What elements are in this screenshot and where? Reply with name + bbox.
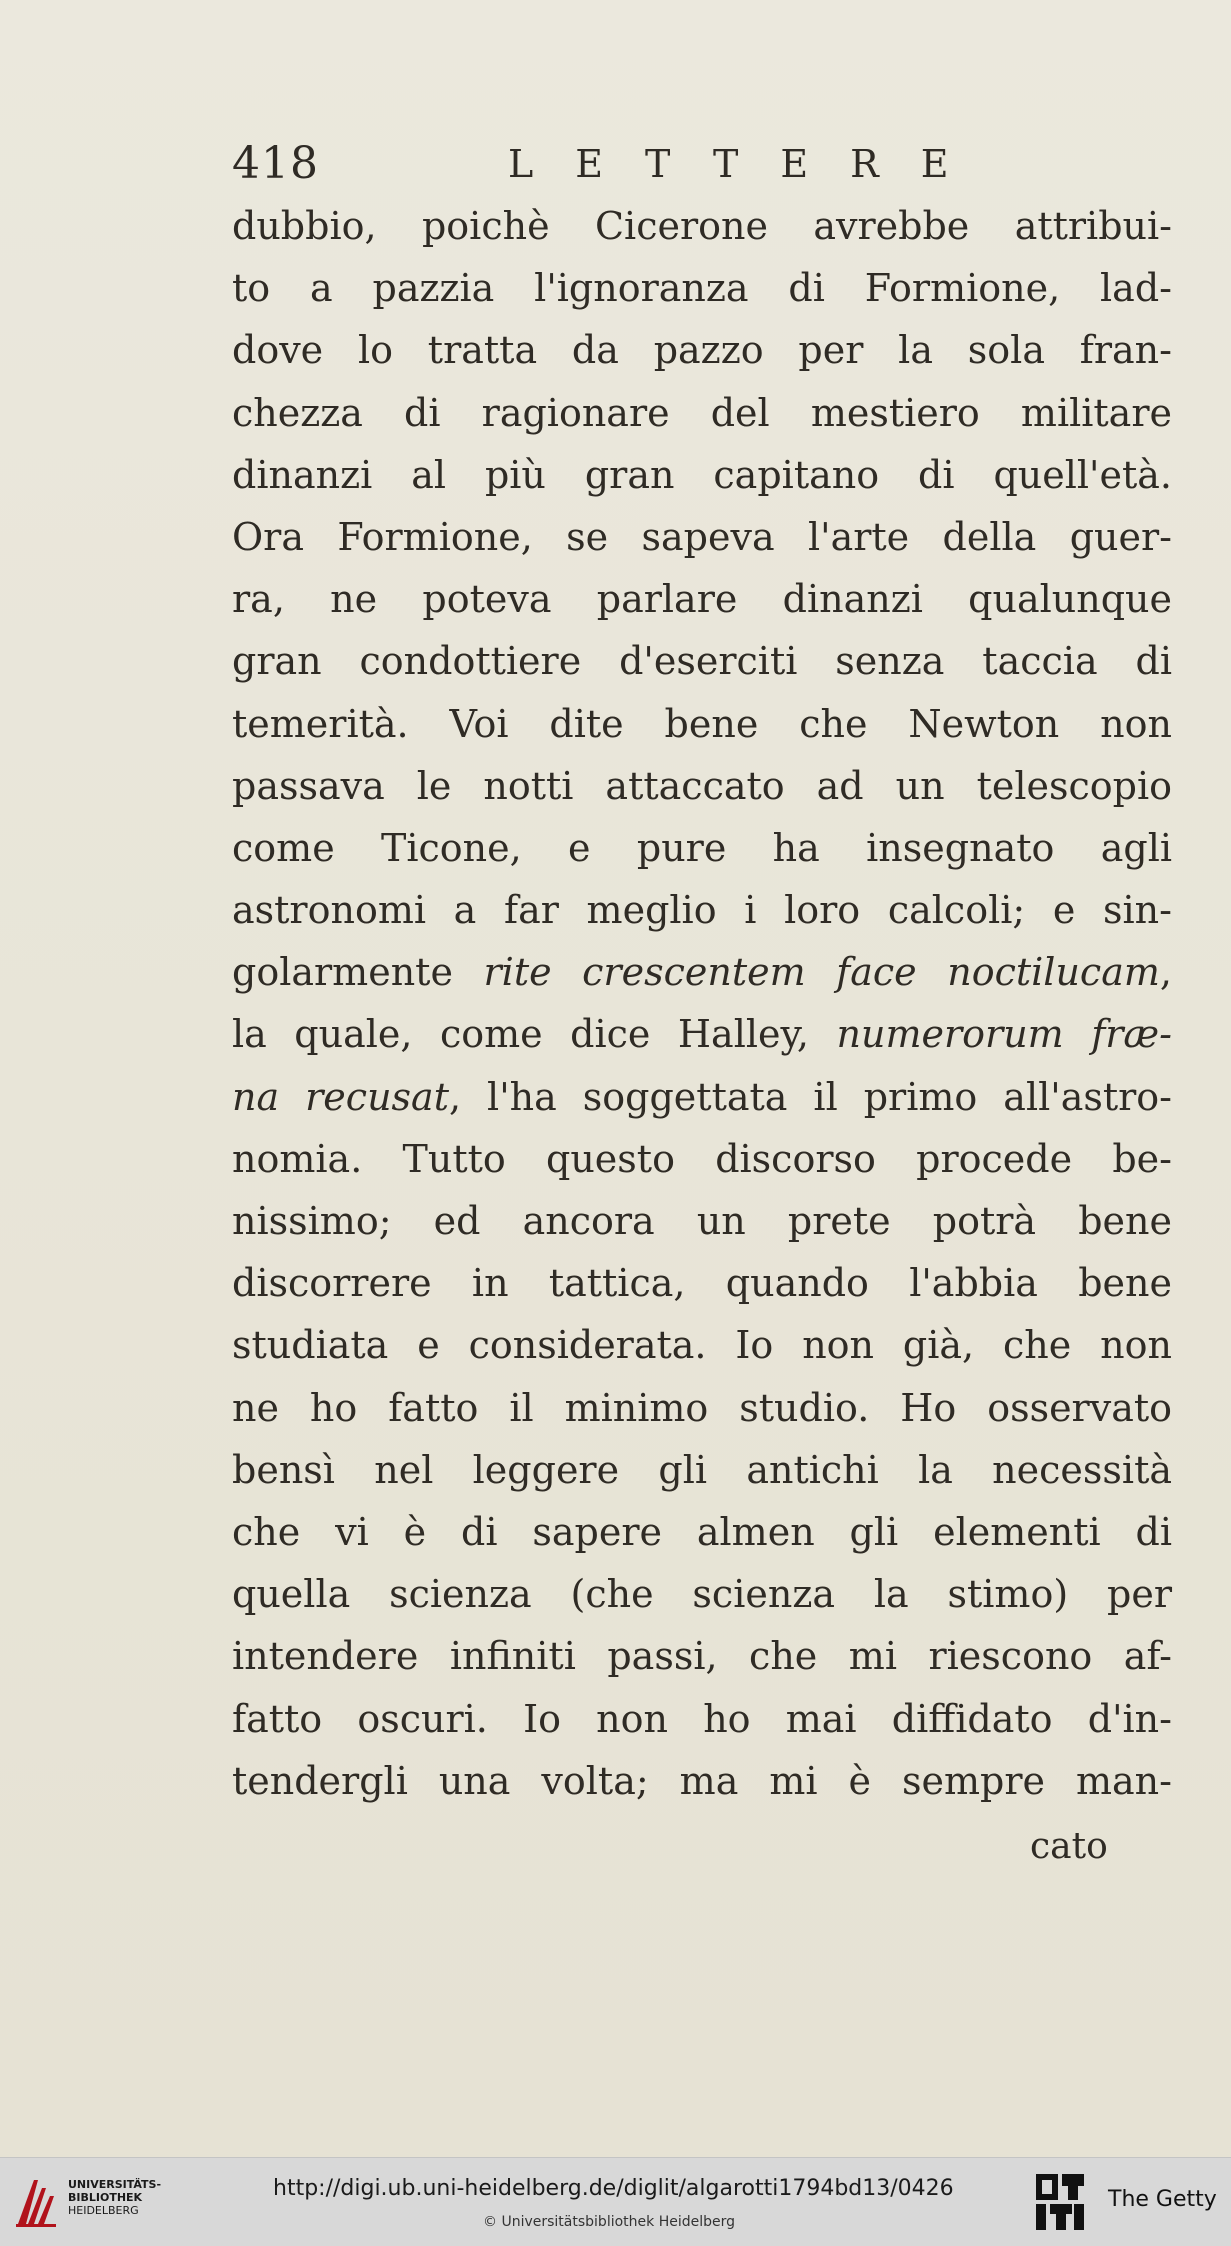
text-run: golarmente	[232, 950, 484, 995]
text-run: nissimo; ed ancora un prete potrà bene	[232, 1199, 1172, 1243]
text-line	[232, 1625, 1172, 1687]
text-line	[232, 444, 1172, 506]
text-line	[232, 941, 1172, 1003]
permalink-url[interactable]: http://digi.ub.uni-heidelberg.de/diglit/algarotti1794bd13/0426	[273, 2176, 954, 2201]
viewer-footer	[0, 2157, 1231, 2246]
text-line	[232, 755, 1172, 817]
text-run: dubbio, poichè Cicerone avrebbe attribui-	[232, 204, 1172, 248]
text-line	[232, 1563, 1172, 1625]
ub-heidelberg-logo-icon	[12, 2174, 60, 2230]
text-run: discorrere in tattica, quando l'abbia bene	[232, 1261, 1172, 1306]
text-run: studiata e considerata. Io non già, che non	[232, 1323, 1172, 1368]
text-line	[232, 1003, 1172, 1065]
partner-name: The Getty	[1108, 2187, 1217, 2212]
text-line	[232, 817, 1172, 879]
italic-text: rite crescentem face noctilucam	[483, 950, 1160, 995]
copyright-notice: © Universitätsbibliothek Heidelberg	[483, 2214, 736, 2230]
text-run: fatto oscuri. Io non ho mai diffidato d'in-	[232, 1696, 1172, 1741]
text-run: quella scienza (che scienza la stimo) per	[232, 1572, 1172, 1617]
text-run: intendere infiniti passi, che mi riescono af-	[232, 1634, 1172, 1679]
library-name-line: BIBLIOTHEK	[68, 2191, 143, 2204]
running-head	[232, 134, 991, 194]
italic-text: na recusat	[232, 1074, 449, 1119]
text-line	[232, 1066, 1172, 1128]
library-name	[68, 2178, 161, 2217]
text-run: temerità. Voi dite bene che Newton non	[232, 701, 1172, 746]
text-line	[232, 319, 1172, 381]
italic-text: numerorum fræ-	[836, 1012, 1172, 1057]
library-name-line: UNIVERSITÄTS-	[68, 2178, 162, 2191]
getty-logo-icon	[1034, 2172, 1088, 2232]
text-run: ne ho fatto il minimo studio. Ho osservato	[232, 1385, 1172, 1430]
text-run: ra, ne poteva parlare dinanzi qualunque	[232, 577, 1172, 622]
text-run: bensì nel leggere gli antichi la necessità	[232, 1447, 1172, 1492]
text-line	[232, 1377, 1172, 1439]
text-line	[232, 257, 1172, 319]
text-line	[232, 879, 1172, 941]
running-title: LETTERE	[508, 142, 991, 186]
page-number: 418	[232, 138, 319, 189]
text-line	[232, 1688, 1172, 1750]
text-run: dinanzi al più gran capitano di quell'età.	[232, 452, 1172, 497]
catchword: cato	[1030, 1826, 1108, 1867]
text-line	[232, 1314, 1172, 1376]
text-line	[232, 1252, 1172, 1314]
text-line	[232, 1750, 1172, 1812]
text-line	[232, 382, 1172, 444]
text-line	[232, 1190, 1172, 1252]
text-run: come Ticone, e pure ha insegnato agli	[232, 825, 1172, 870]
text-run: passava le notti attaccato ad un telescopio	[232, 763, 1172, 808]
body-text	[232, 195, 1172, 1812]
text-run: gran condottiere d'eserciti senza taccia di	[232, 639, 1172, 684]
text-line	[232, 506, 1172, 568]
text-run: , l'ha soggettata il primo all'astro-	[448, 1074, 1172, 1119]
text-run: ,	[1159, 950, 1172, 995]
text-line	[232, 1128, 1172, 1190]
text-line	[232, 1501, 1172, 1563]
text-run: tendergli una volta; ma mi è sempre man-	[232, 1758, 1172, 1803]
text-run: to a pazzia l'ignoranza di Formione, lad-	[232, 266, 1172, 311]
library-name-line: HEIDELBERG	[68, 2204, 139, 2217]
text-run: dove lo tratta da pazzo per la sola fran-	[232, 328, 1172, 373]
text-line	[232, 195, 1172, 257]
text-line	[232, 630, 1172, 692]
text-line	[232, 568, 1172, 630]
text-run: Ora Formione, se sapeva l'arte della guer-	[232, 514, 1172, 559]
text-line	[232, 1439, 1172, 1501]
text-run: la quale, come dice Halley,	[232, 1012, 837, 1057]
text-run: chezza di ragionare del mestiero militare	[232, 390, 1172, 435]
text-run: astronomi a far meglio i loro calcoli; e sin-	[232, 888, 1172, 933]
text-run: nomia. Tutto questo discorso procede be-	[232, 1136, 1172, 1181]
text-line	[232, 693, 1172, 755]
text-run: che vi è di sapere almen gli elementi di	[232, 1509, 1172, 1554]
